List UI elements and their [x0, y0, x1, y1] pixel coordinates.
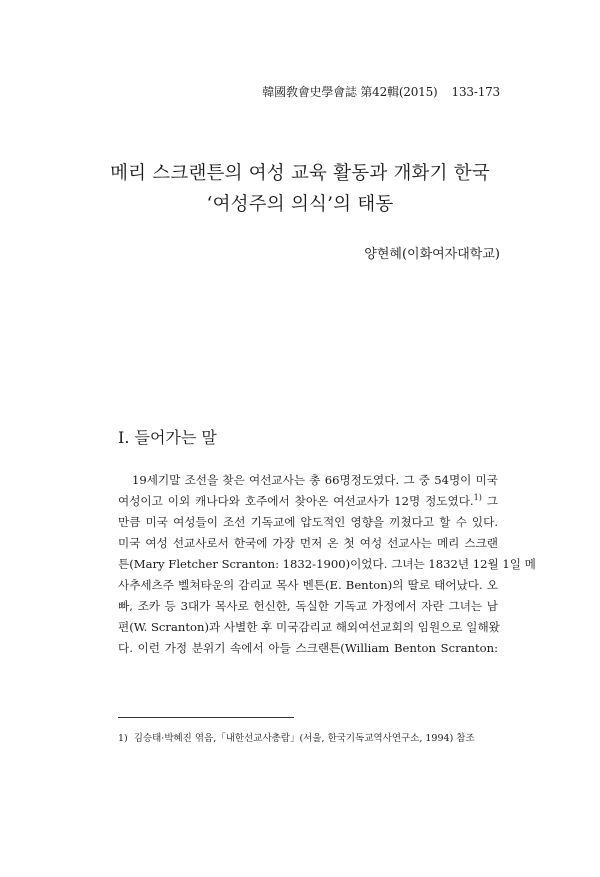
footnote-reference: 1) [473, 493, 482, 503]
journal-name: 韓國敎會史學會誌 第42輯(2015) [262, 85, 438, 99]
body-line: 미국 여성 선교사로서 한국에 가장 먼저 온 첫 여성 선교사는 메리 스크랜 [118, 536, 498, 550]
footnote-text: 김승태·박혜진 엮음,「내한선교사총람」(서울, 한국기독교역사연구소, 1994) 참조 [133, 733, 475, 744]
body-line: 19세기말 조선을 찾은 여선교사는 총 66명정도였다. 그 중 54명이 미국 [132, 473, 498, 487]
author-affiliation: 양현혜(이화여자대학교) [364, 247, 500, 262]
journal-header [262, 83, 500, 100]
page-range: 133-173 [451, 85, 500, 99]
footnote-divider [118, 717, 294, 718]
article-title [0, 158, 600, 220]
body-line: 빠, 조카 등 3대가 목사로 헌신한, 독실한 기독교 가정에서 자란 그녀는 남 [118, 599, 498, 613]
footnote [118, 730, 475, 744]
body-line-with-footnote [118, 491, 498, 512]
body-line: 다. 이런 가정 분위기 속에서 아들 스크랜튼(William Benton Scranton: [118, 641, 498, 655]
body-line: 사추세츠주 벨쳐타운의 감리교 목사 벤튼(E. Benton)의 딸로 태어났다. 오 [118, 578, 498, 592]
body-line-text: 여성이고 이외 캐나다와 호주에서 찾아온 여선교사가 12명 정도였다. [118, 494, 474, 508]
footnote-number: 1) [118, 733, 128, 744]
title-line-1: 메리 스크랜튼의 여성 교육 활동과 개화기 한국 [110, 163, 490, 184]
section-heading: I. 들어가는 말 [118, 428, 217, 447]
title-line-2: ‘여성주의 의식’의 태동 [206, 194, 394, 215]
body-line: 만큼 미국 여성들이 조선 기독교에 압도적인 영향을 끼쳤다고 할 수 있다. [118, 515, 498, 529]
body-line: 편(W. Scranton)과 사별한 후 미국감리교 해외여선교회의 임원으로 일해왔 [118, 620, 500, 634]
body-paragraph [118, 470, 536, 659]
body-line: 튼(Mary Fletcher Scranton: 1832-1900)이었다. 그녀는 1832년 12월 1일 메 [118, 557, 536, 571]
body-line-tail: 그 [481, 494, 498, 508]
